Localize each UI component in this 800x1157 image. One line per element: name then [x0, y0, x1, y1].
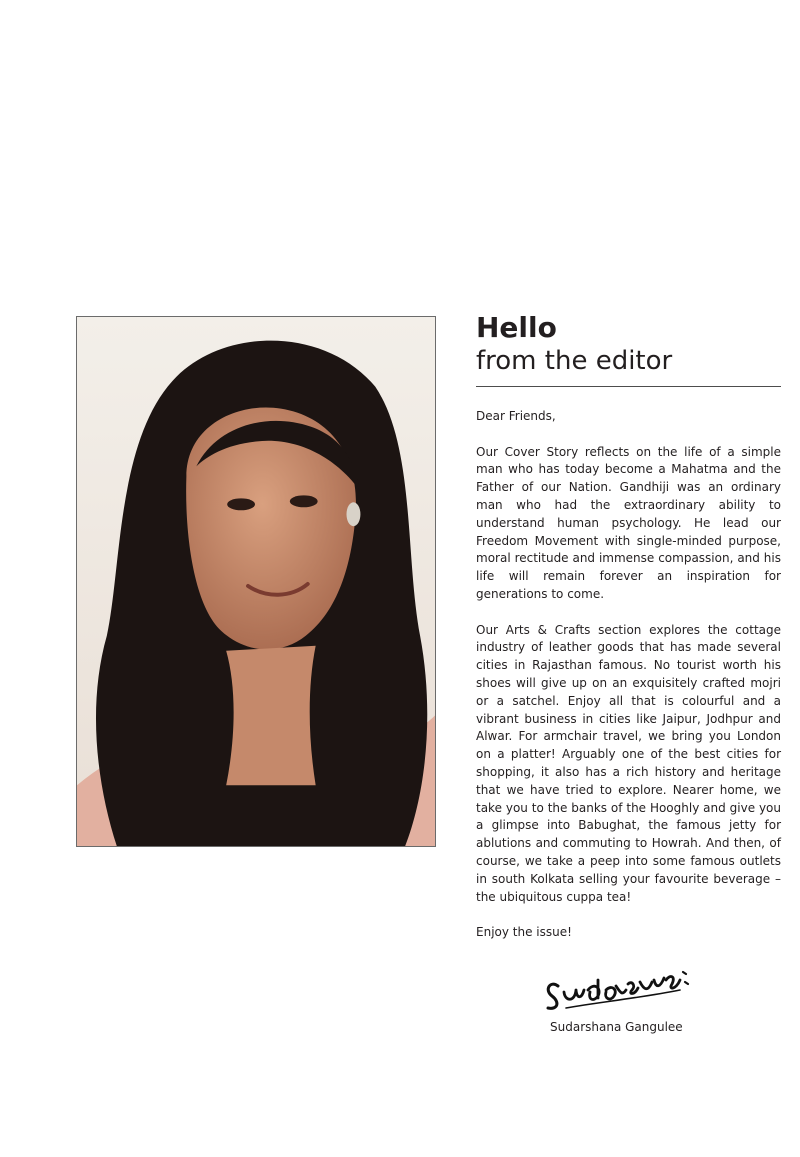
- editor-letter: [476, 408, 781, 960]
- portrait-illustration: [77, 317, 435, 846]
- signer-name: Sudarshana Gangulee: [550, 1020, 683, 1034]
- editor-portrait-photo: [76, 316, 436, 847]
- letter-paragraph-cover-story: Our Cover Story reflects on the life of a simple man who has today become a Mahatma and the Father of our Nation. Gandhiji was an ordinary man who had the extraordinary ability to understand human psychology. He lead our Freedom Movement with single-minded purpose, moral rectitude and immense compassion, and his life will remain forever an inspiration for generations to come.: [476, 444, 781, 601]
- letter-paragraph-arts-crafts: Our Arts & Crafts section explores the cottage industry of leather goods that has made several cities in Rajasthan famous. No tourist worth his shoes will give up on an exquisitely crafted mojri or a satchel. Enjoy all that is colourful and a vibrant business in cities like Jaipur, Jodhpur and Alwar. For armchair travel, we bring you London on a platter! Arguably one of the best cities for shopping, it also has a rich history and heritage that we have tried to explore. Nearer home, we take you to the banks of the Hooghly and give you a glimpse into Babughat, the famous jetty for ablutions and commuting to Howrah. And then, of course, we take a peep into some famous outlets in south Kolkata selling your favourite beverage – the ubiquitous cuppa tea!: [476, 622, 781, 904]
- title-divider: [476, 386, 781, 387]
- letter-greeting: Dear Friends,: [476, 409, 556, 423]
- signature-graphic: [540, 962, 696, 1018]
- handwritten-signature: [540, 962, 696, 1018]
- letter-closing: Enjoy the issue!: [476, 925, 572, 940]
- page-title: Hello: [476, 311, 557, 344]
- page-subtitle: from the editor: [476, 346, 673, 376]
